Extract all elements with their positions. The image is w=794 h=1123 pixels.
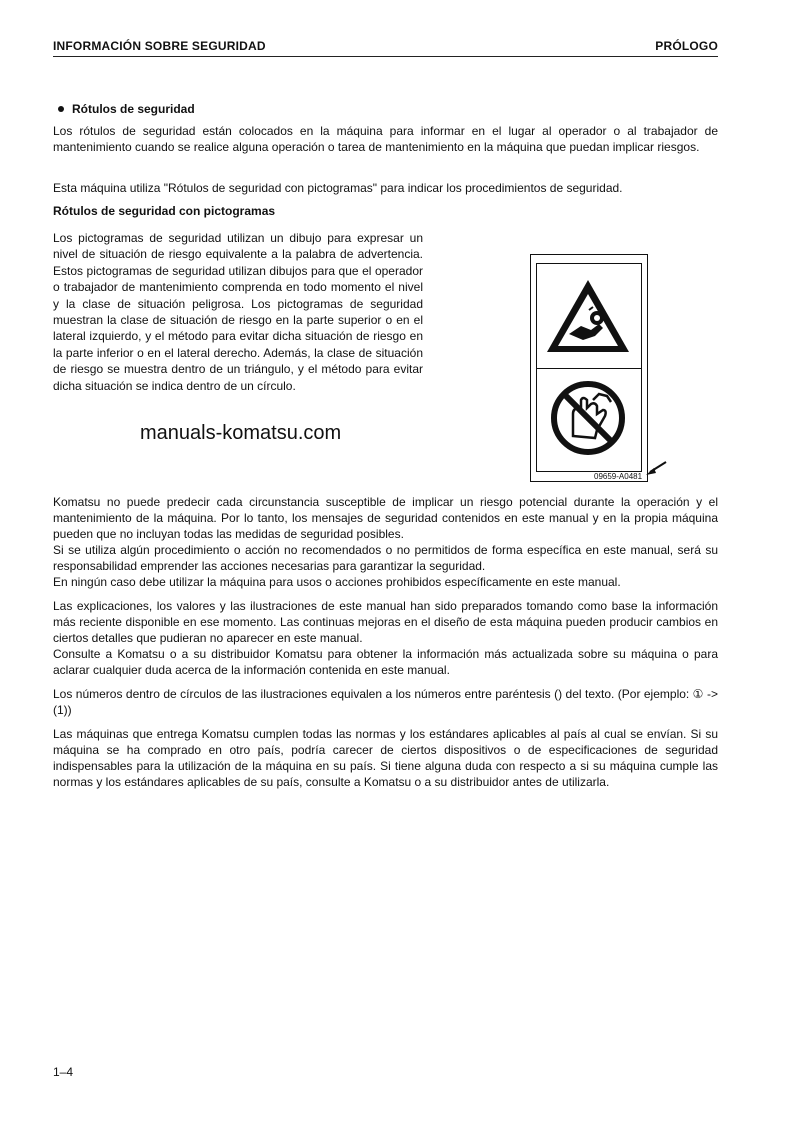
paragraph-consult-distributor: Consulte a Komatsu o a su distribuidor Komatsu para obtener la información más actualizada sobre su máquina o para aclarar cualquier duda acerca de la información contenida en este manual. [53, 647, 718, 677]
safety-pictogram-figure [530, 254, 648, 482]
paragraph-komatsu-risk: Komatsu no puede predecir cada circunstancia susceptible de implicar un riesgo potencial durante la operación y el mantenimiento de la máquina. Por lo tanto, los mensajes de seguridad contenidos en este manual y en la propia máquina pueden que no incluyan todas las medidas de seguridad posibles. [53, 495, 718, 541]
paragraph-responsibility: Si se utiliza algún procedimiento o acción no recomendados o no permitidos de forma específica en este manual, será su responsabilidad emprender las acciones necesarias para garantizar la seguridad. [53, 543, 718, 573]
section-heading [58, 102, 195, 116]
bullet-icon [58, 106, 64, 112]
paragraph-pictogram-explanation: Los pictogramas de seguridad utilizan un dibujo para expresar un nivel de situación de riesgo equivalente a la palabra de advertencia. Estos pictogramas de seguridad utilizan dibujos para que el operador o trabajador de mantenimiento comprenda en todo momento el nivel y la clase de situación peligrosa. Los pictogramas de seguridad muestran la clase de situación de riesgo en la parte superior o en el lateral izquierdo, y el método para evitar dicha situación de riesgo en la parte inferior o en el lateral derecho. Además, la clase de situación de riesgo se muestra dentro de un triángulo, y el método para evitar dicha situación se indica dentro de un círculo. [53, 231, 423, 393]
figure-code: 09659-A0481 [594, 472, 643, 481]
watermark-text: manuals-komatsu.com [140, 422, 342, 444]
page-number: 1–4 [53, 1065, 74, 1079]
prohibition-circle-icon [537, 370, 640, 470]
paragraph-pictogram-use: Esta máquina utiliza "Rótulos de seguridad con pictogramas" para indicar los procedimientos de seguridad. [53, 181, 623, 195]
header-section-title: INFORMACIÓN SOBRE SEGURIDAD [53, 39, 266, 53]
paragraph-circled-numbers: Los números dentro de círculos de las ilustraciones equivalen a los números entre paréntesis () del texto. (Por ejemplo: ① -> (1)) [53, 687, 718, 717]
pointer-arrow-icon [644, 460, 668, 476]
header-chapter-title: PRÓLOGO [655, 39, 718, 53]
warning-triangle-icon [537, 264, 640, 364]
page-header [53, 38, 718, 57]
paragraph-explanations: Las explicaciones, los valores y las ilustraciones de este manual han sido preparados tomando como base la información más reciente disponible en ese momento. Las continuas mejoras en el diseño de esta máquina pueden producir cambios en ciertos detalles que pudieran no aparecer en este manual. [53, 599, 718, 645]
paragraph-prohibited-use: En ningún caso debe utilizar la máquina para usos o acciones prohibidos específicamente en este manual. [53, 575, 621, 589]
paragraph-intro: Los rótulos de seguridad están colocados en la máquina para informar en el lugar al operador o al trabajador de mantenimiento cuando se realice alguna operación o tarea de mantenimiento en la máquina que puedan implicar riesgos. [53, 124, 718, 154]
pictogram-divider [537, 368, 641, 369]
subsection-heading: Rótulos de seguridad con pictogramas [53, 204, 276, 218]
paragraph-standards: Las máquinas que entrega Komatsu cumplen todas las normas y los estándares aplicables al país al cual se envían. Si su máquina se ha comprado en otro país, podría carecer de ciertos dispositivos o de especificaciones de seguridad indispensables para la utilización de la máquina en su país. Si tiene alguna duda con respecto a si su máquina cumple las normas y los estándares aplicables de su país, consulte a Komatsu o a su distribuidor antes de utilizarla. [53, 727, 718, 789]
section-heading-text: Rótulos de seguridad [72, 102, 195, 116]
pictogram-label-frame [536, 263, 642, 472]
